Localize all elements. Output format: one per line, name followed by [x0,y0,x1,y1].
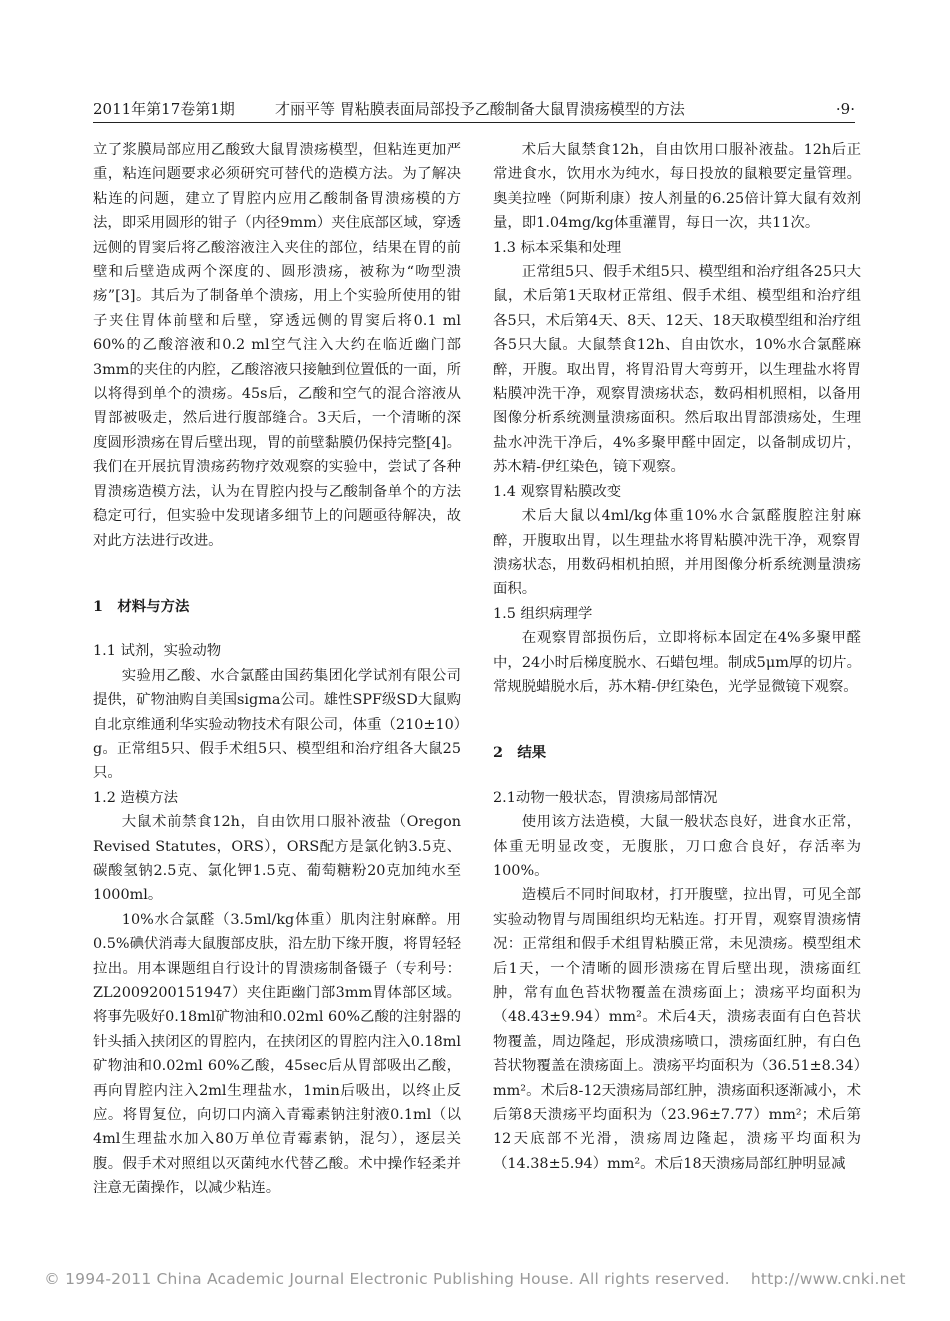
paragraph-1-3: 正常组5只、假手术组5只、模型组和治疗组各25只大鼠，术后第1天取材正常组、假手术组、模型组和治疗组各5只，术后第4天、8天、12天、18天取模型组和治疗组各5只大鼠。大鼠禁食12h、自由饮水，10%水合氯醛麻醉，开腹。取出胃，将胃沿胃大弯剪开，以生理盐水将胃粘膜冲洗干净，观察胃溃疡状态，数码相机照相，以备用图像分析系统测量溃疡面积。然后取出胃部溃疡处，生理盐水冲洗干净后，4%多聚甲醛中固定，以备制成切片，苏木精-伊红染色，镜下观察。 [493,264,861,476]
paragraph-1-2b: 10%水合氯醛（3.5ml/kg体重）肌肉注射麻醉。用0.5%碘伏消毒大鼠腹部皮肤，沿左肋下缘开腹，将胃轻轻拉出。用本课题组自行设计的胃溃疡制备镊子（专利号：ZL2009200151947）夹住距幽门部3mm胃体部区域。将事先吸好0.18ml矿物油和0.02ml 60%乙酸的注射器的针头插入挟闭区的胃腔内，在挟闭区的胃腔内注入0.18ml矿物油和0.02ml 60%乙酸，45sec后从胃部吸出乙酸，再向胃腔内注入2ml生理盐水，1min后吸出，以终止反应。将胃复位，向切口内滴入青霉素钠注射液0.1ml（以4ml生理盐水加入80万单位青霉素钠，混匀），逐层关腹。假手术对照组以灭菌纯水代替乙酸。术中操作轻柔并注意无菌操作，以减少粘连。 [93,911,461,1197]
paragraph-1-5: 在观察胃部损伤后，立即将标本固定在4%多聚甲醛中，24小时后梯度脱水、石蜡包埋。制成5μm厚的切片。常规脱蜡脱水后，苏木精-伊红染色，光学显微镜下观察。 [493,630,861,695]
page-number: ·9· [835,100,855,118]
subsection-1-1-heading: 1.1 试剂，实验动物 [93,643,222,660]
paragraph-2-1b: 造模后不同时间取材，打开腹壁，拉出胃，可见全部实验动物胃与周围组织均无粘连。打开胃，观察胃溃疡情况：正常组和假手术组胃粘膜正常，未见溃疡。模型组术后1天，一个清晰的圆形溃疡在胃后壁出现，溃疡面红肿，常有血色苔状物覆盖在溃疡面上；溃疡平均面积为（48.43±9.94）mm²。术后4天，溃疡表面有白色苔状物覆盖，周边隆起，形成溃疡喷口，溃疡面红肿，有白色苔状物覆盖在溃疡面上。溃疡平均面积为（36.51±8.34）mm²。术后8-12天溃疡局部红肿，溃疡面积逐渐减小，术后第8天溃疡平均面积为（23.96±7.77）mm²；术后第12天底部不光滑，溃疡周边隆起，溃疡平均面积为（14.38±5.94）mm²。术后18天溃疡局部红肿明显减 [493,887,861,1172]
postop-paragraph: 术后大鼠禁食12h，自由饮用口服补液盐。12h后正常进食水，饮用水为纯水，每日投放的鼠粮要定量管理。奥美拉唑（阿斯利康）按人剂量的6.25倍计算大鼠有效剂量，即1.04mg/kg体重灌胃，每日一次，共11次。 [493,142,861,232]
intro-paragraph: 立了浆膜局部应用乙酸致大鼠胃溃疡模型，但粘连更加严重，粘连问题要求必须研究可替代的造模方法。为了解决粘连的问题，建立了胃腔内应用乙酸制备胃溃疡模的方法，即采用圆形的钳子（内径9mm）夹住底部区域，穿透远侧的胃窦后将乙酸溶液注入夹住的部位，结果在胃的前壁和后壁造成两个深度的、圆形溃疡，被称为“吻型溃疡”[3]。其后为了制备单个溃疡，用上个实验所使用的钳子夹住胃体前壁和后壁，穿透远侧的胃窦后将0.1 ml 60%的乙酸溶液和0.2 ml空气注入大约在临近幽门部3mm的夹住的内腔，乙酸溶液只接触到位置低的一面，所以将得到单个的溃疡。45s后，乙酸和空气的混合溶液从胃部被吸走，然后进行腹部缝合。3天后，一个清晰的深度圆形溃疡在胃后壁出现，胃的前壁黏膜仍保持完整[4]。我们在开展抗胃溃疡药物疗效观察的实验中，尝试了各种胃溃疡造模方法，认为在胃腔内投与乙酸制备单个的方法稳定可行，但实验中发现诸多细节上的问题亟待解决，故对此方法进行改进。 [93,142,461,549]
subsection-1-5-heading: 1.5 组织病理学 [493,605,593,622]
section-1-heading: 1 材料与方法 [93,597,190,615]
paragraph-1-1: 实验用乙酸、水合氯醛由国药集团化学试剂有限公司提供，矿物油购自美国sigma公司。雄性SPF级SD大鼠购自北京维通利华实验动物技术有限公司，体重（210±10）g。正常组5只、假手术组5只、模型组和治疗组各大鼠25只。 [93,667,461,782]
section-2-heading: 2 结果 [493,744,547,762]
subsection-1-2-heading: 1.2 造模方法 [93,789,179,806]
subsection-2-1-heading: 2.1动物一般状态，胃溃疡局部情况 [493,789,718,806]
running-header [93,96,855,123]
publisher-url[interactable]: http://www.cnki.net [750,1270,906,1288]
right-column [493,138,861,1176]
paragraph-1-2a: 大鼠术前禁食12h，自由饮用口服补液盐（Oregon Revised Statutes，ORS），ORS配方是氯化钠3.5克、碳酸氢钠2.5克、氯化钾1.5克、葡萄糖粉20克加纯水至1000ml。 [93,814,461,904]
article-running-title: 才丽平等 胃粘膜表面局部投予乙酸制备大鼠胃溃疡模型的方法 [275,100,685,118]
subsection-1-4-heading: 1.4 观察胃粘膜改变 [493,483,622,500]
subsection-1-3-heading: 1.3 标本采集和处理 [493,239,622,256]
paragraph-2-1a: 使用该方法造模，大鼠一般状态良好，进食水正常，体重无明显改变，无腹胀，刀口愈合良好，存活率为100%。 [493,814,861,879]
left-column [93,138,461,1201]
copyright-footer [0,1270,950,1288]
paragraph-1-4: 术后大鼠以4ml/kg体重10%水合氯醛腹腔注射麻醉，开腹取出胃，以生理盐水将胃粘膜冲洗干净，观察胃溃疡状态，用数码相机拍照，并用图像分析系统测量溃疡面积。 [493,508,861,598]
journal-issue: 2011年第17卷第1期 [93,100,235,118]
copyright-text: © 1994-2011 China Academic Journal Electronic Publishing House. All rights reserved. [44,1270,730,1288]
